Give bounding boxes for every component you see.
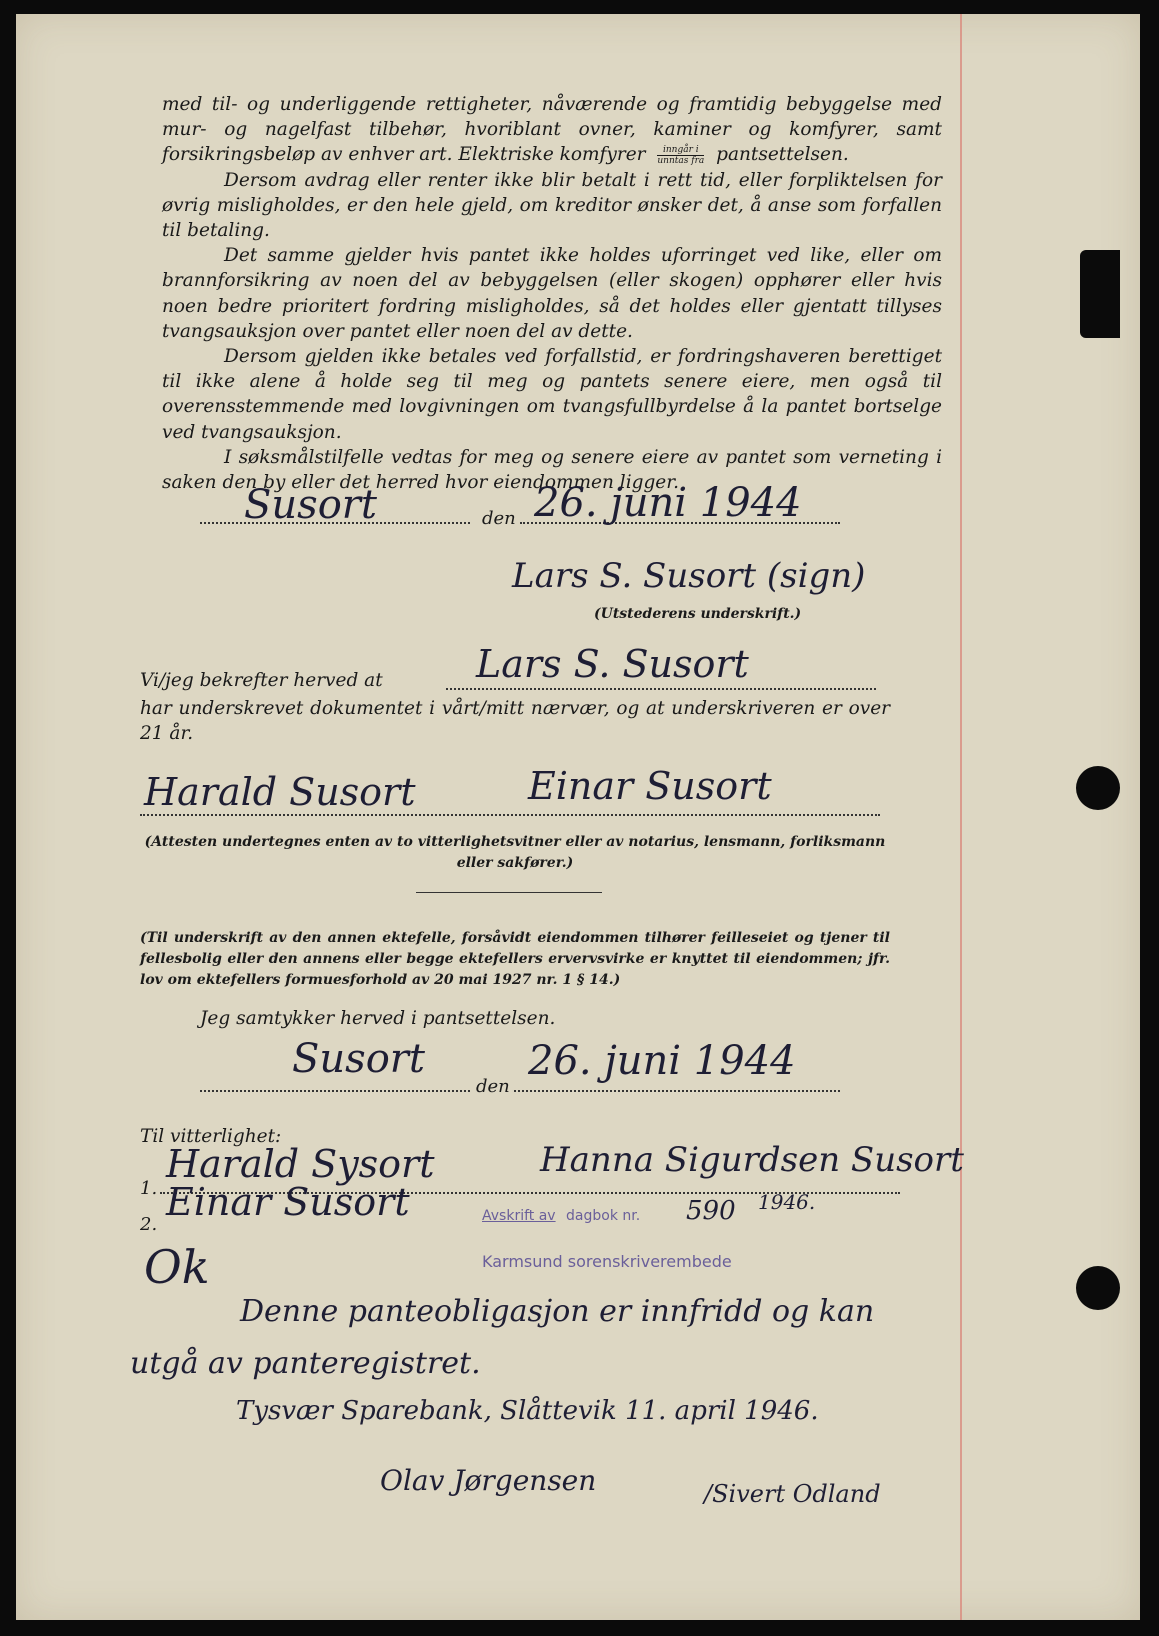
issuer-label: (Utstederens underskrift.) [594,606,802,622]
confirm-dotted-line [446,688,876,690]
release-signature-2: /Sivert Odland [704,1480,881,1508]
witness-2-number: 2. [140,1214,158,1235]
witness-1b-signature: Hanna Sigurdsen Susort [540,1140,964,1180]
witness-1a-signature: Harald Sysort [166,1142,435,1186]
release-signature-1: Olav Jørgensen [380,1464,597,1497]
stamp-office: Karmsund sorenskriverembede [482,1252,732,1271]
witness-dotted-line [140,814,880,816]
stamp-number-handwritten: 590 [686,1196,736,1226]
paragraph-3: Det samme gjelder hvis pantet ikke holdes uforringet ved like, eller om brannforsikring av noen del av bebyggelsen (eller skogen) opphører eller hvis noen bedre prioritert fordring misligholdes, så det holdes eller gjentatt tillyses tvangsauksjon over pantet eller noen del av dette. [162,245,942,342]
consent-line: Jeg samtykker herved i pantsettelsen. [200,1008,556,1029]
punch-hole-bottom [1076,1266,1120,1310]
den-label-1: den [482,508,516,529]
place-signature-1: Susort [244,482,377,528]
release-line-3: Tysvær Sparebank, Slåttevik 11. april 1946. [236,1396,819,1426]
confirm-name-handwritten: Lars S. Susort [476,642,749,686]
release-line-1: Denne panteobligasjon er innfridd og kan [240,1294,875,1329]
place-dotted-line-2 [200,1090,470,1092]
witness-signature-a: Harald Susort [144,770,416,814]
paragraph-4: Dersom gjelden ikke betales ved forfallstid, er fordringshaveren berettiget til ikke alene å holde seg til meg og pantets senere eiere, men også til overensstemmende med lovgivningen om tvangsfullbyrdelse å la pantet bortselge ved tvangsauksjon. [162,346,942,443]
fraction-choice: $\frac{\text{inngår i}}{\text{unntas fra}}$ [657,144,705,166]
margin-line [960,14,962,1620]
punch-hole-top [1076,766,1120,810]
witness-1-number: 1. [140,1178,158,1199]
mortgage-terms [162,92,942,495]
date-handwritten-1: 26. juni 1944 [534,480,802,526]
paragraph-2: Dersom avdrag eller renter ikke blir betalt i rett tid, eller forpliktelsen for øvrig misligholdes, er den hele gjeld, om kreditor ønsker det, å anse som forfallen til betaling. [162,169,942,242]
place-signature-2: Susort [292,1036,425,1082]
paragraph-1: med til- og underliggende rettigheter, nåværende og framtidig bebyggelse med mur- og nagelfast tilbehør, hvoriblant ovner, kaminer og komfyrer, samt forsikringsbeløp av enhver art. Elektriske komfyrer $\frac{\text{inngår i}}{\text{unntas fra}}$ pantsettelsen. [162,94,942,166]
paragraph-5: I søksmålstilfelle vedtas for meg og senere eiere av pantet som verneting i saken den by eller det herred hvor eiendommen ligger. [162,446,942,494]
binder-tab [1080,250,1120,338]
section-divider [416,892,602,893]
attest-note: (Attesten undertegnes enten av to vitterlighetsvitner eller av notarius, lensmann, forliksmann eller sakfører.) [144,834,886,871]
date-dotted-line-2 [514,1090,840,1092]
release-line-2: utgå av panteregistret. [130,1346,481,1381]
den-label-2: den [476,1076,510,1097]
witness-heading: Til vitterlighet: [140,1126,282,1147]
issuer-signature: Lars S. Susort (sign) [512,556,866,596]
document-page [16,14,1140,1620]
stamp-year-handwritten: 1946. [758,1190,816,1214]
registry-stamp: Avskrift av dagbok nr. [482,1208,641,1224]
spouse-note: (Til underskrift av den annen ektefelle, forsåvidt eiendommen tilhører feilleseiet og tjener til fellesbolig eller den annens eller begge ektefellers ervervsvirke er knyttet til eiendommen; jfr. lov om ektefellers formuesforhold av 20 mai 1927 nr. 1 § 14.) [140,930,890,988]
witness-2a-signature: Einar Susort [166,1180,410,1224]
date-handwritten-2: 26. juni 1944 [528,1038,796,1084]
confirm-line: Vi/jeg bekrefter herved at [140,670,383,691]
ok-mark: Ok [144,1240,210,1294]
witness-signature-b: Einar Susort [528,764,772,808]
confirm-rest: har underskrevet dokumentet i vårt/mitt nærvær, og at underskriveren er over 21 år. [140,698,890,744]
